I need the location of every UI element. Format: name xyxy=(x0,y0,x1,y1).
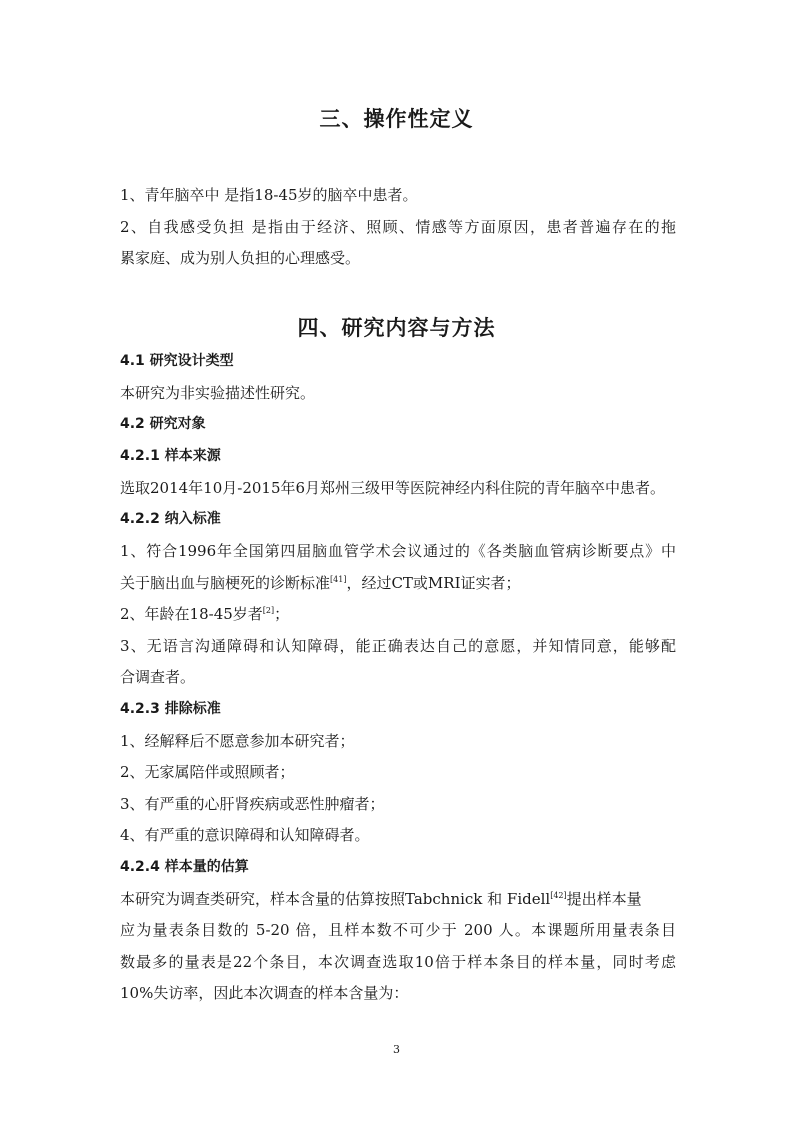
definition-2-line-2: 累家庭、成为别人负担的心理感受。 xyxy=(120,249,361,267)
sample-size-text-1-tail: 提出样本量 xyxy=(566,890,642,908)
heading-4-2-1: 4.2.1 样本来源 xyxy=(120,448,221,464)
inclusion-2-text: 2、年龄在18-45岁者 xyxy=(120,605,263,623)
heading-4-2-4: 4.2.4 样本量的估算 xyxy=(120,859,249,875)
citation-2: [2] xyxy=(262,606,275,615)
heading-4-2-3: 4.2.3 排除标准 xyxy=(120,701,221,717)
paragraph-4-2-1: 选取2014年10月-2015年6月郑州三级甲等医院神经内科住院的青年脑卒中患者。 xyxy=(120,479,666,497)
definition-1 xyxy=(120,185,676,205)
inclusion-3-line-1: 3、无语言沟通障碍和认知障碍，能正确表达自己的意愿，并知情同意，能够配 xyxy=(120,637,676,655)
sample-size-line-3: 数最多的量表是22个条目，本次调查选取10倍于样本条目的样本量，同时考虑 xyxy=(120,953,676,971)
exclusion-1: 1、经解释后不愿意参加本研究者； xyxy=(120,732,355,750)
exclusion-2: 2、无家属陪伴或照顾者； xyxy=(120,763,295,781)
page-number: 3 xyxy=(393,1043,400,1056)
sample-size-line-2: 应为量表条目数的 5-20 倍，且样本数不可少于 200 人。本课题所用量表条目 xyxy=(120,921,676,939)
definition-1-text: 1、青年脑卒中 是指18-45岁的脑卒中患者。 xyxy=(120,186,418,204)
heading-4-1: 4.1 研究设计类型 xyxy=(120,353,234,369)
section-4-title: 四、研究内容与方法 xyxy=(297,316,496,340)
sample-size-line-4: 10%失访率，因此本次调查的样本含量为： xyxy=(120,984,409,1002)
sample-size-text-1: 本研究为调查类研究，样本含量的估算按照Tabchnick 和 Fidell xyxy=(120,890,551,908)
inclusion-1-line-2 xyxy=(120,573,676,593)
citation-41: [41] xyxy=(330,575,347,584)
inclusion-2 xyxy=(120,604,676,624)
heading-4-2: 4.2 研究对象 xyxy=(120,416,206,432)
inclusion-1-line-1: 1、符合1996年全国第四届脑血管学术会议通过的《各类脑血管病诊断要点》中 xyxy=(120,542,676,560)
sample-size-line-1 xyxy=(120,889,676,909)
exclusion-4: 4、有严重的意识障碍和认知障碍者。 xyxy=(120,826,370,844)
inclusion-1-tail: ，经过CT或MRI证实者； xyxy=(346,574,521,592)
paragraph-4-1: 本研究为非实验描述性研究。 xyxy=(120,384,316,402)
inclusion-2-tail: ； xyxy=(274,605,290,623)
exclusion-3: 3、有严重的心肝肾疾病或恶性肿瘤者； xyxy=(120,795,385,813)
citation-42: [42] xyxy=(550,891,567,900)
section-3-title: 三、操作性定义 xyxy=(319,107,474,131)
inclusion-1-text: 关于脑出血与脑梗死的诊断标准 xyxy=(120,574,331,592)
heading-4-2-2: 4.2.2 纳入标准 xyxy=(120,511,221,527)
inclusion-3-line-2: 合调查者。 xyxy=(120,668,196,686)
definition-2-line-1: 2、自我感受负担 是指由于经济、照顾、情感等方面原因，患者普遍存在的拖 xyxy=(120,218,676,236)
